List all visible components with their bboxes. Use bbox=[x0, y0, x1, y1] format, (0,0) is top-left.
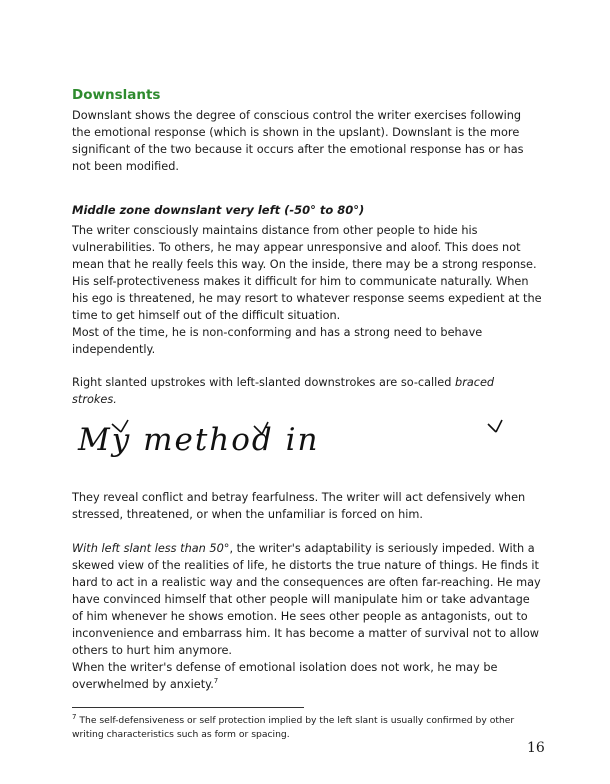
intro-text: Downslant shows the degree of conscious control the writer exercises following the emotional response (which is shown in the upslant). Downslant is the more significant of the two because it occurs after the emotional response has or has not been modified. bbox=[72, 109, 524, 173]
body-paragraph-2: His self-protectiveness makes it difficult for him to communicate naturally. When his ego is threatened, he may resort to whatever response seems expedient at the time to get himself out of the difficult situation. bbox=[72, 275, 542, 322]
slant-rest: , the writer's adaptability is seriously impeded. With a skewed view of the realities of life, he distorts the true nature of things. He finds it hard to act in a realistic way and the consequences are often far-reaching. He may have convinced himself that other people will manipulate him or take advantage of him whenever he shows emotion. He sees other people as antagonists, out to inconvenience and embarrass him. It has become a matter of survival not to allow others to hurt him anymore. bbox=[72, 542, 541, 657]
handwriting-text: My method in bbox=[78, 422, 320, 458]
footnote-number: 7 bbox=[72, 712, 77, 721]
footnote-ref[interactable]: 7 bbox=[213, 677, 219, 686]
body-paragraph-1: The writer consciously maintains distance from other people to hide his vulnerabilities. To others, he may appear unresponsive and aloof. This does not mean that he really feels this way. On the inside, there may be a strong response. bbox=[72, 224, 537, 271]
left-slant-paragraphs bbox=[72, 540, 542, 693]
page-number: 16 bbox=[527, 740, 545, 756]
footnote-divider bbox=[72, 707, 304, 708]
section-heading: Downslants bbox=[72, 87, 161, 103]
braced-strokes-paragraph bbox=[72, 374, 542, 408]
handwriting-sample bbox=[72, 414, 542, 470]
slant-lead: With left slant less than 50° bbox=[72, 542, 230, 555]
body-paragraph-3: Most of the time, he is non-conforming and has a strong need to behave independently. bbox=[72, 326, 483, 356]
footnote-text: The self-defensiveness or self protection implied by the left slant is usually confirmed by other writing characteristics such as form or spacing. bbox=[72, 715, 515, 740]
subsection-heading: Middle zone downslant very left (-50° to 80°) bbox=[72, 203, 365, 217]
conflict-paragraph bbox=[72, 489, 542, 523]
slant-paragraph-2: When the writer's defense of emotional isolation does not work, he may be overwhelmed by anxiety. bbox=[72, 661, 498, 691]
braced-text: Right slanted upstrokes with left-slanted downstrokes are so-called bbox=[72, 376, 456, 389]
intro-paragraph bbox=[72, 107, 542, 175]
footnote bbox=[72, 714, 542, 742]
conflict-text: They reveal conflict and betray fearfulness. The writer will act defensively when stressed, threatened, or when the unfamiliar is forced on him. bbox=[72, 491, 526, 521]
body-paragraphs bbox=[72, 222, 542, 358]
braced-term: braced strokes. bbox=[72, 376, 495, 406]
